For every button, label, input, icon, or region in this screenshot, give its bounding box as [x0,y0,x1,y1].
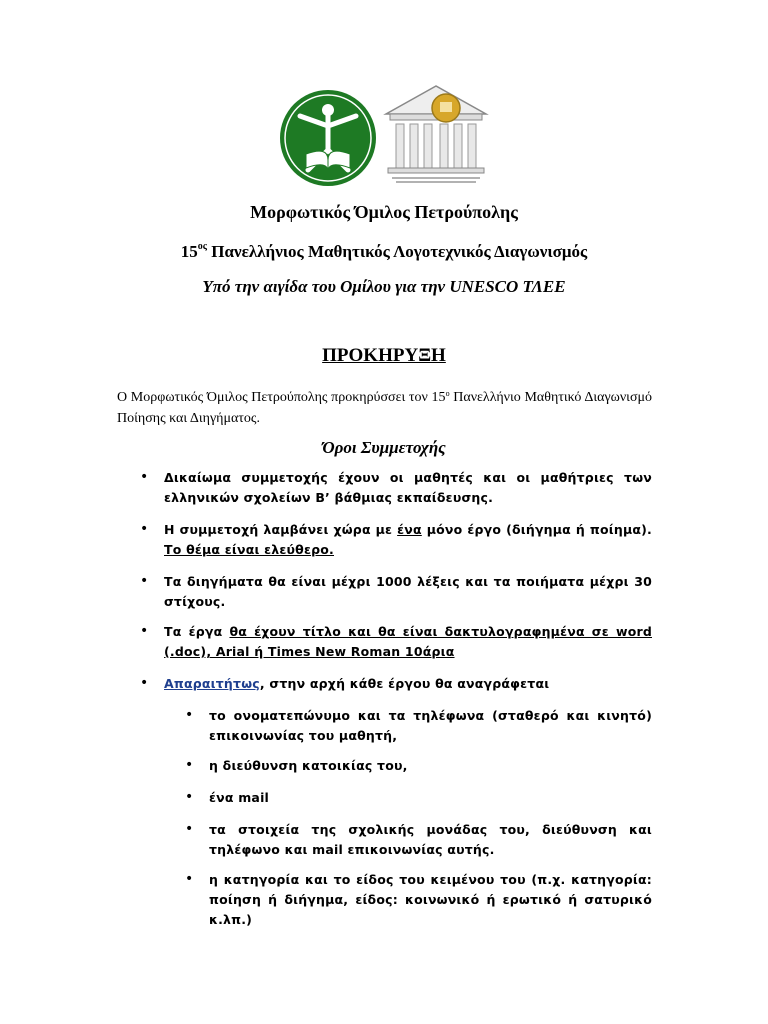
intro-text-b: Πανελλήνιο Μαθητικό Διαγωνισμό Ποίησης και Διηγήματος. [117,390,652,426]
contest-number: 15 [180,242,198,261]
term-item-eligibility: Δικαίωμα συμμετοχής έχουν οι μαθητές και οι μαθήτριες των ελληνικών σχολείων Β’ βάθμιας εκπαίδευσης. [164,470,652,505]
bullet-icon: • [140,675,149,691]
term-item-required-info [164,674,652,694]
contest-title [0,241,768,262]
auspices-line: Υπό την αιγίδα του Ομίλου για την UNESCO ΤΛΕΕ [202,277,566,296]
contest-ordinal: ος [197,241,208,252]
announcement-heading: ΠΡΟΚΗΡΥΞΗ [322,345,446,366]
term-text: Τα έργα [164,624,230,639]
unesco-club-logo [382,84,490,188]
subitem-address: η διεύθυνση κατοικίας του, [209,758,408,773]
bullet-icon: • [140,623,149,639]
intro-ordinal: ο [445,389,450,398]
organization-title: Μορφωτικός Όμιλος Πετρούπολης [250,202,518,222]
bullet-icon: • [185,757,194,773]
bullet-icon: • [185,707,194,723]
terms-heading: Όροι Συμμετοχής [322,438,446,457]
term-emphasis: ένα [397,522,422,537]
term-item-single-work [164,520,652,560]
logo-group [278,84,490,188]
morfotikos-omilos-logo [278,88,378,188]
bullet-icon: • [185,871,194,887]
bullet-icon: • [185,789,194,805]
bullet-icon: • [140,573,149,589]
subitem-school: τα στοιχεία της σχολικής μονάδας του, διεύθυνση και τηλέφωνο και mail επικοινωνίας αυτής. [209,822,652,857]
intro-paragraph [117,383,652,429]
term-text: μόνο έργο (διήγημα ή ποίημα). [421,522,652,537]
term-emphasis: Το θέμα είναι ελεύθερο. [164,542,334,557]
bullet-icon: • [185,821,194,837]
subitem-category: η κατηγορία και το είδος του κειμένου του (π.χ. κατηγορία: ποίηση ή διήγημα, είδος: κοινωνικό ή ερωτικό ή σατυρικό κ.λπ.) [209,872,652,927]
bullet-icon: • [140,521,149,537]
bullet-icon: • [140,469,149,485]
subitem-name-phone: το ονοματεπώνυμο και τα τηλέφωνα (σταθερό και κινητό) επικοινωνίας του μαθητή, [209,708,652,743]
term-item-length: Τα διηγήματα θα είναι μέχρι 1000 λέξεις και τα ποιήματα μέχρι 30 στίχους. [164,574,652,609]
contest-name: Πανελλήνιος Μαθητικός Λογοτεχνικός Διαγωνισμός [207,242,588,261]
term-text: , στην αρχή κάθε έργου θα αναγράφεται [259,676,550,691]
term-emphasis: θα έχουν τίτλο και θα είναι δακτυλογραφημένα σε word (.doc), Arial ή Times New Roman 10άρια [164,624,652,659]
intro-text-a: Ο Μορφωτικός Όμιλος Πετρούπολης προκηρύσσει τον 15 [117,390,446,405]
required-link[interactable]: Απαραιτήτως [164,676,260,691]
term-text: Η συμμετοχή λαμβάνει χώρα με [164,522,398,537]
subitem-mail: ένα mail [209,790,270,805]
term-item-format [164,622,652,662]
